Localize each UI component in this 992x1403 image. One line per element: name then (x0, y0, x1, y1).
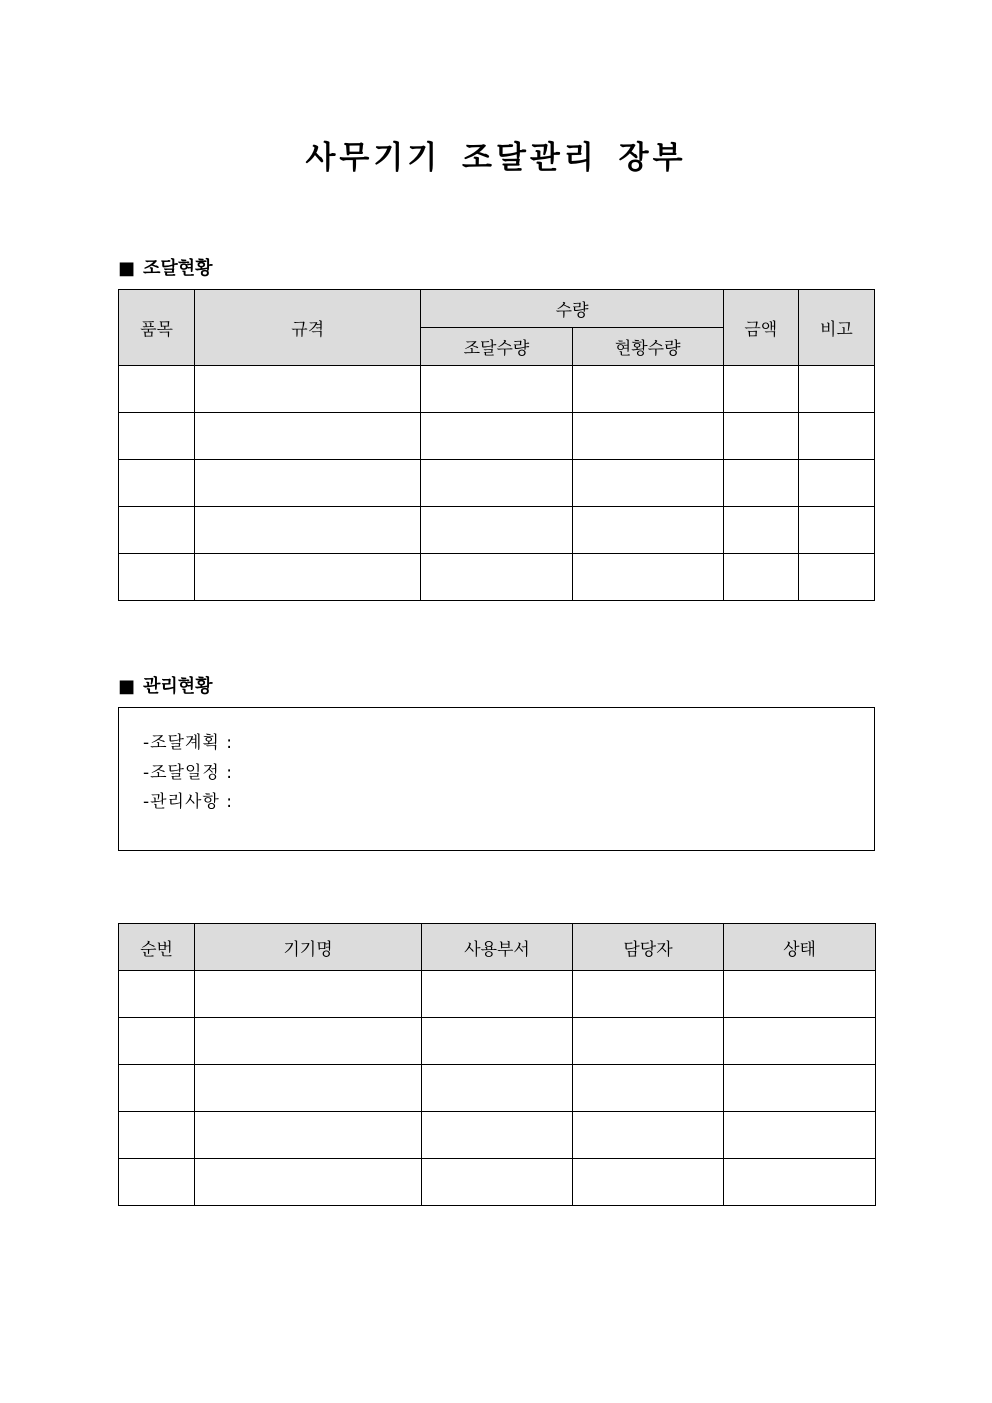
cell[interactable] (421, 366, 572, 413)
cell[interactable] (119, 1159, 195, 1206)
procurement-plan-line[interactable]: -조달계획 : (143, 733, 233, 753)
section-label: 관리현황 (143, 676, 213, 697)
cell[interactable] (195, 413, 421, 460)
header-manager: 담당자 (573, 924, 724, 971)
cell[interactable] (422, 1018, 573, 1065)
cell[interactable] (422, 1065, 573, 1112)
procurement-schedule-line[interactable]: -조달일정 : (143, 763, 233, 783)
header-amount: 금액 (723, 290, 798, 366)
cell[interactable] (421, 554, 572, 601)
cell[interactable] (195, 1065, 422, 1112)
cell[interactable] (798, 554, 874, 601)
table-row (119, 460, 875, 507)
header-proc-qty: 조달수량 (421, 328, 572, 366)
cell[interactable] (119, 366, 195, 413)
header-status: 상태 (724, 924, 876, 971)
cell[interactable] (119, 1112, 195, 1159)
header-device-name: 기기명 (195, 924, 422, 971)
cell[interactable] (723, 413, 798, 460)
cell[interactable] (723, 460, 798, 507)
cell[interactable] (119, 554, 195, 601)
header-department: 사용부서 (422, 924, 573, 971)
cell[interactable] (195, 460, 421, 507)
cell[interactable] (723, 554, 798, 601)
cell[interactable] (573, 971, 724, 1018)
cell[interactable] (195, 366, 421, 413)
cell[interactable] (573, 1018, 724, 1065)
header-spec: 규격 (195, 290, 421, 366)
cell[interactable] (723, 366, 798, 413)
cell[interactable] (195, 971, 422, 1018)
cell[interactable] (422, 1159, 573, 1206)
cell[interactable] (119, 1018, 195, 1065)
square-bullet-icon: ■ (118, 258, 136, 279)
cell[interactable] (195, 507, 421, 554)
cell[interactable] (723, 507, 798, 554)
asset-table (118, 923, 876, 1206)
page-title: 사무기기 조달관리 장부 (305, 140, 687, 176)
header-quantity: 수량 (421, 290, 723, 328)
table-row (119, 413, 875, 460)
table-row (119, 1065, 876, 1112)
cell[interactable] (119, 971, 195, 1018)
management-notes-line[interactable]: -관리사항 : (143, 792, 233, 812)
cell[interactable] (195, 1159, 422, 1206)
table-row (119, 507, 875, 554)
cell[interactable] (724, 971, 876, 1018)
cell[interactable] (798, 460, 874, 507)
table-row (119, 366, 875, 413)
cell[interactable] (195, 554, 421, 601)
cell[interactable] (572, 366, 723, 413)
cell[interactable] (724, 1159, 876, 1206)
square-bullet-icon: ■ (118, 676, 136, 697)
cell[interactable] (573, 1159, 724, 1206)
section-label: 조달현황 (143, 258, 213, 279)
header-remark: 비고 (798, 290, 874, 366)
cell[interactable] (195, 1018, 422, 1065)
cell[interactable] (573, 1065, 724, 1112)
table-row (119, 1159, 876, 1206)
cell[interactable] (724, 1018, 876, 1065)
table-row (119, 971, 876, 1018)
cell[interactable] (422, 971, 573, 1018)
cell[interactable] (421, 460, 572, 507)
header-item: 품목 (119, 290, 195, 366)
cell[interactable] (119, 507, 195, 554)
cell[interactable] (421, 507, 572, 554)
cell[interactable] (573, 1112, 724, 1159)
cell[interactable] (724, 1065, 876, 1112)
cell[interactable] (798, 413, 874, 460)
procurement-table (118, 289, 875, 601)
cell[interactable] (572, 554, 723, 601)
cell[interactable] (422, 1112, 573, 1159)
cell[interactable] (119, 1065, 195, 1112)
table-row (119, 1112, 876, 1159)
header-current-qty: 현황수량 (572, 328, 723, 366)
cell[interactable] (119, 413, 195, 460)
management-box (118, 707, 875, 851)
cell[interactable] (572, 507, 723, 554)
cell[interactable] (798, 366, 874, 413)
table-row (119, 1018, 876, 1065)
cell[interactable] (195, 1112, 422, 1159)
cell[interactable] (421, 413, 572, 460)
table-row (119, 554, 875, 601)
header-seq: 순번 (119, 924, 195, 971)
cell[interactable] (724, 1112, 876, 1159)
cell[interactable] (572, 460, 723, 507)
section-heading-management (118, 672, 213, 698)
cell[interactable] (572, 413, 723, 460)
cell[interactable] (798, 507, 874, 554)
section-heading-procurement (118, 254, 213, 280)
cell[interactable] (119, 460, 195, 507)
